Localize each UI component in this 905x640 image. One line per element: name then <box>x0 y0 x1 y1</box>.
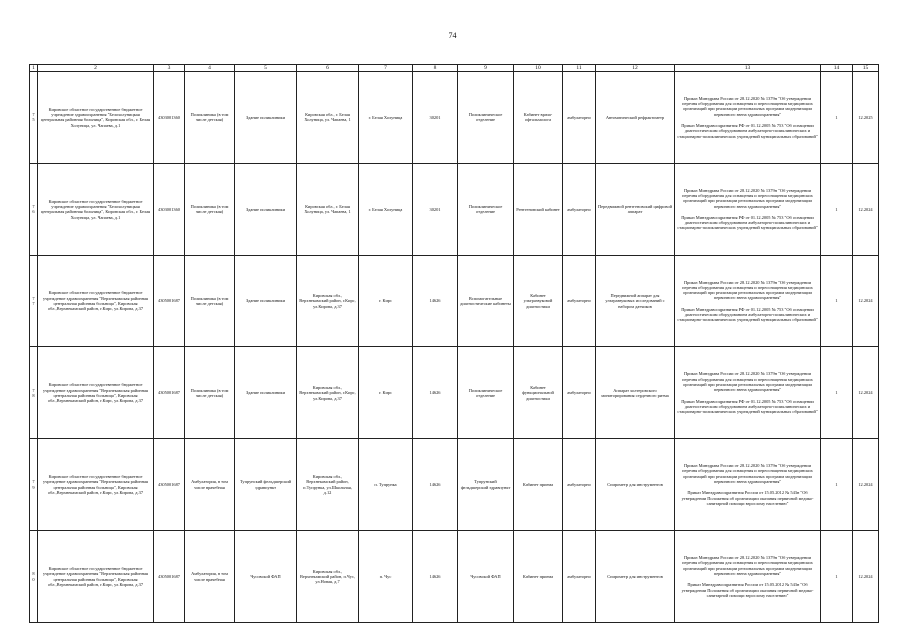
legal-act-primary: Приказ Минздрава России от 28.12.2020 № 1379н "Об утверждении перечня оборудования для оснащения и переоснащения медицинских организаций при реализации региональных программ модернизации первичного звена здравоохранения" <box>682 95 813 117</box>
building-cell: Тупрунский фельдшерский здравпункт <box>235 439 297 531</box>
legal-act-secondary: Приказ Минздравсоцразвития РФ от 01.12.2005 № 753 "Об оснащении диагностическим оборудованием амбулаторно-поликлинических и стационарно-поликлинических учреждений муниципальных образований" <box>677 306 818 323</box>
building-cell: Здание поликлиники <box>235 163 297 255</box>
date-cell: 12.2024 <box>853 531 879 623</box>
oktmo-cell: 14626 <box>413 531 458 623</box>
legal-basis-cell <box>675 72 821 164</box>
room-cell: Кабинет ультразвуковой диагностики <box>514 255 563 347</box>
quantity-cell: 1 <box>821 531 853 623</box>
legal-act-secondary: Приказ Минздравсоцразвития России от 15.05.2012 № 543н "Об утверждении Положения об организации оказания первичной медико-санитарной помощи взрослому населению" <box>681 490 814 506</box>
address-cell: Кировская обл., Верхнекамский район, п.Чус, ул.Новая, д.7 <box>297 531 359 623</box>
department-cell: Тупрунский фельдшерский здравпункт <box>458 439 514 531</box>
date-cell: 12.2024 <box>853 439 879 531</box>
table-row <box>30 531 879 623</box>
equipment-table <box>29 64 879 623</box>
department-cell: Поликлиническое отделение <box>458 347 514 439</box>
room-cell: Кабинет приема <box>514 531 563 623</box>
date-cell: 12.2025 <box>853 72 879 164</box>
address-cell: Кировская обл., г. Белая Холуница, ул. Чапаева, 1 <box>297 163 359 255</box>
locality-cell: г. Кирс <box>359 347 413 439</box>
legal-basis-cell <box>675 255 821 347</box>
care-form-cell: амбулаторно <box>563 439 596 531</box>
oktmo-cell: 14626 <box>413 347 458 439</box>
quantity-cell: 1 <box>821 347 853 439</box>
column-number-4: 4 <box>185 65 235 72</box>
locality-cell: г. Белая Холуница <box>359 72 413 164</box>
organization-cell: Кировское областное государственное бюджетное учреждение здравоохранения "Белохолуницкая центральная районная больница", Кировская обл., г. Белая Холуница, ул. Чапаева, д.1 <box>38 72 154 164</box>
locality-cell: г. Белая Холуница <box>359 163 413 255</box>
table-row <box>30 72 879 164</box>
equipment-cell: Передвижной рентгеновский цифровой аппарат <box>596 163 675 255</box>
oktmo-cell: 30201 <box>413 163 458 255</box>
inn-cell: 4305001687 <box>154 255 185 347</box>
legal-act-primary: Приказ Минздрава России от 28.12.2020 № 1379н "Об утверждении перечня оборудования для оснащения и переоснащения медицинских организаций при реализации региональных программ модернизации первичного звена здравоохранения" <box>682 187 813 209</box>
legal-act-primary: Приказ Минздрава России от 28.12.2020 № 1379н "Об утверждении перечня оборудования для оснащения и переоснащения медицинских организаций при реализации региональных программ модернизации первичного звена здравоохранения" <box>682 555 813 576</box>
oktmo-cell: 30201 <box>413 72 458 164</box>
inn-cell: 4305001687 <box>154 439 185 531</box>
care-form-cell: амбулаторно <box>563 72 596 164</box>
organization-cell: Кировское областное государственное бюджетное учреждение здравоохранения "Белохолуницкая центральная районная больница", Кировская обл., г. Белая Холуница, ул. Чапаева, д.1 <box>38 163 154 255</box>
building-cell: Здание поликлиники <box>235 72 297 164</box>
column-number-2: 2 <box>38 65 154 72</box>
building-cell: Здание поликлиники <box>235 255 297 347</box>
inn-cell: 4305001687 <box>154 531 185 623</box>
column-number-13: 13 <box>675 65 821 72</box>
address-cell: Кировская обл., Верхнекамский район, г.Кирс, ул.Кирова, д.37 <box>297 347 359 439</box>
room-cell: Рентгеновский кабинет <box>514 163 563 255</box>
row-number: 78 <box>30 347 38 439</box>
column-number-15: 15 <box>853 65 879 72</box>
oktmo-cell: 14626 <box>413 439 458 531</box>
legal-basis-cell <box>675 439 821 531</box>
column-number-9: 9 <box>458 65 514 72</box>
organization-cell: Кировское областное государственное бюджетное учреждение здравоохранения "Верхнекамская районная центральная районная больница", Кировская обл.,Верхнекамский район, г.Кирс, ул.Кирова, д.37 <box>38 347 154 439</box>
column-number-row <box>30 65 879 72</box>
column-number-5: 5 <box>235 65 297 72</box>
room-cell: Кабинет функциональной диагностики <box>514 347 563 439</box>
inn-cell: 4303001360 <box>154 163 185 255</box>
column-number-3: 3 <box>154 65 185 72</box>
column-number-1: 1 <box>30 65 38 72</box>
column-number-12: 12 <box>596 65 675 72</box>
building-cell: Здание поликлиники <box>235 347 297 439</box>
row-number: 76 <box>30 163 38 255</box>
row-number: 77 <box>30 255 38 347</box>
room-cell: Кабинет врача-офтальмолога <box>514 72 563 164</box>
column-number-7: 7 <box>359 65 413 72</box>
address-cell: Кировская обл., Верхнекамский район, г.Кирс, ул.Кирова, д.37 <box>297 255 359 347</box>
column-number-14: 14 <box>821 65 853 72</box>
locality-cell: п. Тупрунка <box>359 439 413 531</box>
organization-cell: Кировское областное государственное бюджетное учреждение здравоохранения "Верхнекамская районная центральная районная больница", Кировская обл.,Верхнекамский район, г.Кирс, ул.Кирова, д.37 <box>38 255 154 347</box>
unit-type-cell: Амбулатория, в том числе врачебная <box>185 531 235 623</box>
legal-basis-cell <box>675 163 821 255</box>
unit-type-cell: Поликлиника (в том числе детская) <box>185 72 235 164</box>
unit-type-cell: Амбулатория, в том числе врачебная <box>185 439 235 531</box>
legal-act-primary: Приказ Минздрава России от 28.12.2020 № 1379н "Об утверждении перечня оборудования для оснащения и переоснащения медицинских организаций при реализации региональных программ модернизации первичного звена здравоохранения" <box>682 463 813 485</box>
legal-act-secondary: Приказ Минздравсоцразвития России от 15.05.2012 № 543н "Об утверждении Положения об организации оказания первичной медико-санитарной помощи взрослому населению" <box>681 582 814 598</box>
care-form-cell: амбулаторно <box>563 163 596 255</box>
legal-basis-cell <box>675 347 821 439</box>
quantity-cell: 1 <box>821 439 853 531</box>
quantity-cell: 1 <box>821 163 853 255</box>
organization-cell: Кировское областное государственное бюджетное учреждение здравоохранения "Верхнекамская районная центральная районная больница", Кировская обл.,Верхнекамский район, г.Кирс, ул.Кирова, д.37 <box>38 531 154 623</box>
care-form-cell: амбулаторно <box>563 347 596 439</box>
legal-act-secondary: Приказ Минздравсоцразвития РФ от 01.12.2005 № 753 "Об оснащении диагностическим оборудованием амбулаторно-поликлинических и стационарно-поликлинических учреждений муниципальных образований" <box>677 123 818 139</box>
legal-act-secondary: Приказ Минздравсоцразвития РФ от 01.12.2005 № 753 "Об оснащении диагностическим оборудованием амбулаторно-поликлинических и стационарно-поликлинических учреждений муниципальных образований" <box>677 398 818 415</box>
row-number: 80 <box>30 531 38 623</box>
legal-basis-cell <box>675 531 821 623</box>
table-row <box>30 163 879 255</box>
room-cell: Кабинет приема <box>514 439 563 531</box>
department-cell: Поликлиническое отделение <box>458 72 514 164</box>
legal-act-secondary: Приказ Минздравсоцразвития РФ от 01.12.2005 № 753 "Об оснащении диагностическим оборудованием амбулаторно-поликлинических и стационарно-поликлинических учреждений муниципальных образований" <box>677 214 818 231</box>
page-number: 74 <box>448 31 457 40</box>
department-cell: Поликлиническое отделение <box>458 163 514 255</box>
column-number-8: 8 <box>413 65 458 72</box>
column-number-6: 6 <box>297 65 359 72</box>
table-row <box>30 347 879 439</box>
address-cell: Кировская обл., Верхнекамский район, п.Тупрунка, ул.Школьная, д.12 <box>297 439 359 531</box>
unit-type-cell: Поликлиника (в том числе детская) <box>185 347 235 439</box>
date-cell: 12.2024 <box>853 163 879 255</box>
table-row <box>30 255 879 347</box>
unit-type-cell: Поликлиника (в том числе детская) <box>185 255 235 347</box>
care-form-cell: амбулаторно <box>563 531 596 623</box>
equipment-cell: Аппарат холтеровского мониторирования сердечного ритма <box>596 347 675 439</box>
date-cell: 12.2024 <box>853 347 879 439</box>
address-cell: Кировская обл., г. Белая Холуница, ул. Чапаева, 1 <box>297 72 359 164</box>
table-row <box>30 439 879 531</box>
quantity-cell: 1 <box>821 255 853 347</box>
quantity-cell: 1 <box>821 72 853 164</box>
legal-act-primary: Приказ Минздрава России от 28.12.2020 № 1379н "Об утверждении перечня оборудования для оснащения и переоснащения медицинских организаций при реализации региональных программ модернизации первичного звена здравоохранения" <box>682 279 813 301</box>
date-cell: 12.2024 <box>853 255 879 347</box>
inn-cell: 4303001360 <box>154 72 185 164</box>
equipment-cell: Передвижной аппарат для ультразвуковых исследований с набором датчиков <box>596 255 675 347</box>
column-number-10: 10 <box>514 65 563 72</box>
legal-act-primary: Приказ Минздрава России от 28.12.2020 № 1379н "Об утверждении перечня оборудования для оснащения и переоснащения медицинских организаций при реализации региональных программ модернизации первичного звена здравоохранения" <box>682 371 813 393</box>
equipment-cell: Спирометр для инструментов <box>596 531 675 623</box>
building-cell: Чусовской ФАП <box>235 531 297 623</box>
row-number: 79 <box>30 439 38 531</box>
equipment-cell: Автоматический рефрактометр <box>596 72 675 164</box>
care-form-cell: амбулаторно <box>563 255 596 347</box>
unit-type-cell: Поликлиника (в том числе детская) <box>185 163 235 255</box>
department-cell: Вспомогательные диагностические кабинеты <box>458 255 514 347</box>
department-cell: Чусовской ФАП <box>458 531 514 623</box>
row-number: 75 <box>30 72 38 164</box>
equipment-cell: Спирометр для инструментов <box>596 439 675 531</box>
locality-cell: п. Чус <box>359 531 413 623</box>
oktmo-cell: 14626 <box>413 255 458 347</box>
inn-cell: 4305001687 <box>154 347 185 439</box>
organization-cell: Кировское областное государственное бюджетное учреждение здравоохранения "Верхнекамская районная центральная районная больница", Кировская обл.,Верхнекамский район, г.Кирс, ул.Кирова, д.37 <box>38 439 154 531</box>
column-number-11: 11 <box>563 65 596 72</box>
locality-cell: г. Кирс <box>359 255 413 347</box>
